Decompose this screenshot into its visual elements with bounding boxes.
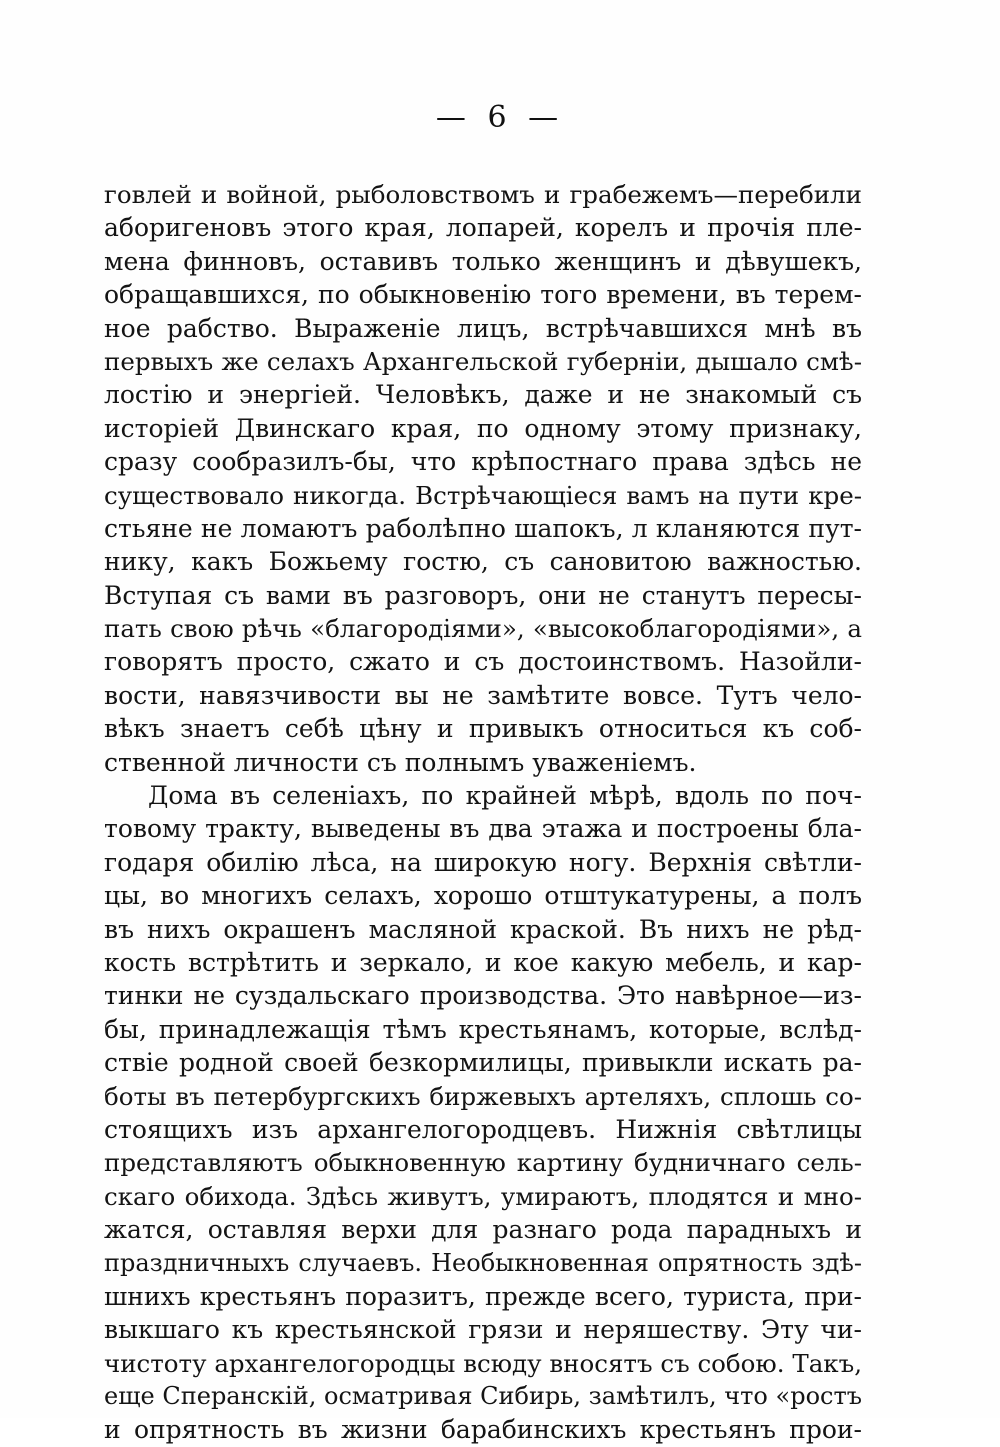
text-line: существовало никогда. Встрѣчающіеся вамъ на пути кре- [104,480,862,510]
text-line: аборигеновъ этого края, лопарей, корелъ и прочія пле- [104,213,862,243]
text-line: лостію и энергіей. Человѣкъ, даже и не знакомый съ [104,380,862,410]
text-line: нику, какъ Божьему гостю, съ сановитою важностью. [104,547,862,577]
text-line: чистоту архангелогородцы всюду вносятъ съ собою. Такъ, [104,1348,862,1378]
text-line: праздничныхъ случаевъ. Необыкновенная опрятность здѣ- [104,1248,862,1277]
paragraph-2 [104,779,862,1447]
text-line: говорятъ просто, сжато и съ достоинствомъ. Назойли- [104,647,862,677]
paragraph-1 [104,178,862,779]
page-number: — 6 — [435,100,565,135]
text-line: скаго обихода. Здѣсь живутъ, умираютъ, плодятся и мно- [104,1181,862,1211]
text-line: жатся, оставляя верхи для разнаго рода парадныхъ и [104,1215,862,1245]
text-line: стьяне не ломаютъ раболѣпно шапокъ, л кланяются пут- [104,513,862,543]
text-line: пать свою рѣчь «благородіями», «высокоблагородіями», а [104,614,862,644]
text-line: Вступая съ вами въ разговоръ, они не станутъ пересы- [104,580,862,610]
text-line: тинки не суздальскаго производства. Это навѣрное—из- [104,981,862,1011]
text-line: стоящихъ изъ архангелогородцевъ. Нижнія свѣтлицы [104,1114,862,1144]
text-line: ствіе родной своей безкормилицы, привыкли искать ра- [104,1048,862,1078]
text-line: годаря обилію лѣса, на широкую ногу. Верхнія свѣтли- [104,847,862,877]
text-line: Дома въ селеніахъ, по крайней мѣрѣ, вдоль по поч- [148,781,862,811]
text-line: первыхъ же селахъ Архангельской губерніи, дышало смѣ- [104,346,862,376]
text-line: исторіей Двинскаго края, по одному этому признаку, [104,413,862,443]
text-line: вѣкъ знаетъ себѣ цѣну и привыкъ относиться къ соб- [104,714,862,744]
text-line: обращавшихся, по обыкновенію того времени, въ терем- [104,280,862,310]
text-line: шнихъ крестьянъ поразитъ, прежде всего, туриста, при- [104,1281,862,1311]
text-line: товому тракту, выведены въ два этажа и построены бла- [104,814,862,844]
text-line: выкшаго къ крестьянской грязи и неряшеству. Эту чи- [104,1315,862,1345]
text-line: ственной личности съ полнымъ уваженіемъ. [104,747,697,777]
text-line: и опрятность въ жизни барабинскихъ крестьянъ прои- [104,1415,862,1445]
text-line: ное рабство. Выраженіе лицъ, встрѣчавшихся мнѣ въ [104,313,862,343]
body-text [104,178,862,1447]
text-line: вости, навязчивости вы не замѣтите вовсе. Тутъ чело- [104,680,862,710]
text-line: боты въ петербургскихъ биржевыхъ артеляхъ, сплошь со- [104,1081,862,1111]
text-line: въ нихъ окрашенъ масляной краской. Въ нихъ не рѣд- [104,914,862,944]
text-line: говлей и войной, рыболовствомъ и грабежемъ—перебили [104,180,862,209]
text-line: сразу сообразилъ-бы, что крѣпостнаго права здѣсь не [104,447,862,477]
text-line: цы, во многихъ селахъ, хорошо отштукатурены, а полъ [104,881,862,911]
text-line: еще Сперанскій, осматривая Сибирь, замѣтилъ, что «ростъ [104,1382,862,1411]
text-line: бы, принадлежащія тѣмъ крестьянамъ, которые, вслѣд- [104,1014,862,1044]
text-line: представляютъ обыкновенную картину будничнаго сель- [104,1148,862,1178]
text-line: кость встрѣтить и зеркало, и кое какую мебель, и кар- [104,947,862,977]
text-line: мена финновъ, оставивъ только женщинъ и дѣвушекъ, [104,246,862,276]
